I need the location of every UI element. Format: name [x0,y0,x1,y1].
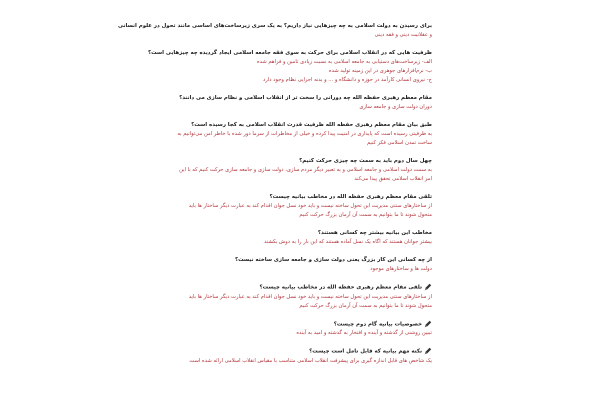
question-text [168,193,432,202]
answer-text [168,166,432,184]
question-label: برای رسیدن به دولت اسلامی به چه چیزهایی نیاز داریم؟ به یک سری زیرساخت‌های اساسی مانند تحول در علوم انسانی [118,23,432,29]
answer-line: ب- نرم‌افزارهای جوهری در این زمینه تولید شده [328,68,432,74]
answer-line: و عقلانیت دینی و فقه دینی [374,32,432,38]
answer-line: امر انقلاب اسلامی تحقق پیدا می‌کند [354,176,432,182]
answer-line: متحول شوند تا ما بتوانیم به سمت آن آرمان بزرگ حرکت کنیم [299,302,432,309]
question-label: مقام معظم رهبری حفظه الله چه دورانی را سخت تر از انقلاب اسلامی و نظام سازی می دانند؟ [179,95,432,101]
answer-line: دوران دولت سازی و جامعه سازی [359,104,432,110]
question-text [168,320,432,330]
question-text [168,94,432,103]
answer-line: ساخت تمدن اسلامی فکر کنیم [366,140,432,146]
qa-item [148,49,432,85]
question-label: از چه کسانی این کار بزرگ یعنی دولت سازی و جامعه سازی ساخته نیست؟ [234,257,432,263]
question-label: چهل سال دوم باید به سمت چه چیزی حرکت کنیم؟ [299,158,432,164]
answer-text [168,357,432,366]
answer-line: دولت ها و ساختارهای موجود [370,266,432,272]
answer-text [168,265,432,274]
qa-item [168,256,432,274]
answer-line: تبیین روشنی از گذشته و آینده و افتخار به گذشته و امید به آینده [296,330,432,336]
qa-item [118,22,432,40]
answer-text [168,202,432,220]
question-label: خصوصیات بیانیه گام دوم چیست؟ [333,321,422,327]
answer-line: از ساختارهای سنتی مدیریت این تحول ساخته نیست و باید خود نسل جوان اقدام کند به عبارت دیگر ساختار ها باید [188,293,432,300]
answer-text [168,130,432,148]
qa-item [168,193,432,220]
question-text [168,229,432,238]
answer-text [168,103,432,112]
answer-line: به سمت دولت اسلامی و جامعه اسلامی و به تعبیر دیگر مردم سازی، دولت سازی و جامعه سازی حرکت کنیم که با این [179,167,432,173]
question-text [168,347,432,357]
answer-text [168,238,432,247]
qa-item [168,320,432,339]
answer-line: ج- نیروی انسانی کارآمد در حوزه و دانشگاه و ... و بدنه اجرایی نظام وجود دارد [263,77,432,83]
answer-text [168,31,432,40]
qa-item [168,121,432,148]
answer-line: متحول شوند تا ما بتوانیم به سمت آن آرمان بزرگ حرکت کنیم [299,212,432,218]
question-text [118,22,432,31]
qa-item [168,283,432,311]
question-text [168,121,432,130]
qa-item [168,347,432,366]
answer-text [168,329,432,338]
question-label: نکته مهم بیانیه که قابل تامل است چیست؟ [309,348,422,355]
qa-list [118,22,432,375]
question-text [168,157,432,166]
question-label: ظرفیت هایی که در انقلاب اسلامی برای حرکت به سوی فقه جامعه اسلامی ایجاد گردیده چه چیزهایی است؟ [148,50,432,56]
question-label: طبق بیان مقام معظم رهبری حفظه الله ظرفیت قدرت انقلاب اسلامی به کجا رسیده است؟ [191,122,432,128]
pencil-icon [424,347,432,355]
question-label: تلقی مقام معظم رهبری حفظه الله در مخاطب بیانیه چیست؟ [269,194,432,200]
qa-item [168,157,432,184]
question-label: مخاطب این بیانیه بیشتر چه کسانی هستند؟ [317,230,432,236]
answer-line: یک شاخص های قابل اندازه گیری برای پیشرفت انقلاب اسلامی متناسب با مقیاس انقلاب اسلامی ارائه شده است [189,357,432,364]
answer-line: بیشتر جوانان هستند که اگاه یک نسل آماده هستند که این بار را به دوش بکشند [264,239,432,245]
answer-line: الف- زیرساخت‌های دستیابی به جامعه اسلامی به نسبت زیادی تامین و فراهم شده [256,59,432,65]
qa-item [168,229,432,247]
question-text [168,283,432,293]
answer-text [168,58,432,85]
question-text [168,256,432,265]
pencil-icon [424,283,432,291]
question-text [148,49,432,58]
answer-text [168,293,432,311]
qa-item [168,94,432,112]
answer-line: به ظرفیتی رسیده است که پایداری در امنیت پیدا کرده و خیلی از مخاطرات از سرما دور شده با خاطر امن می‌توانیم به [177,131,432,137]
pencil-icon [424,320,432,328]
answer-line: از ساختارهای سنتی مدیریت این تحول ساخته نیست و باید خود نسل جوان اقدام کند به عبارت دیگر ساختار ها باید [188,203,432,209]
question-label: تلقی مقام معظم رهبری حفظه الله در مخاطب بیانیه چیست؟ [259,284,422,291]
